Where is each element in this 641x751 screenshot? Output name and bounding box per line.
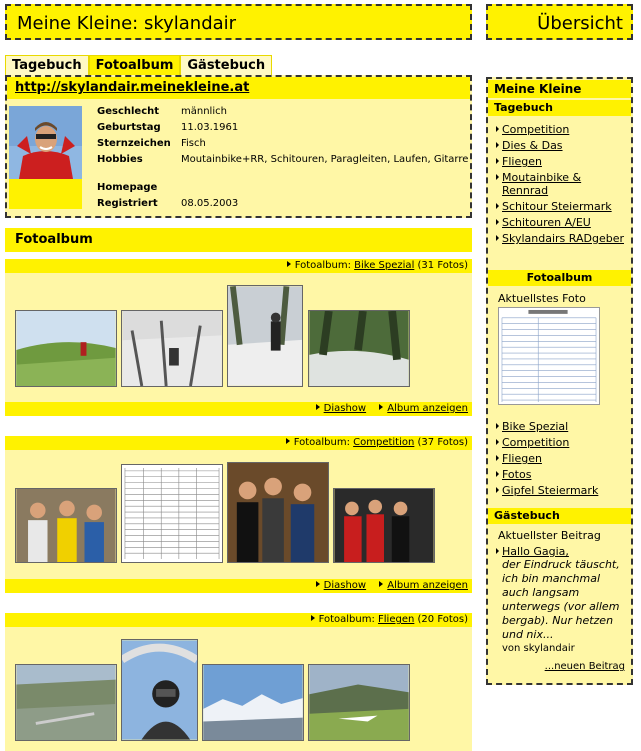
tab-fotoalbum[interactable]: Fotoalbum: [89, 55, 181, 75]
profile-value: 11.03.1961: [181, 122, 239, 133]
overview-title: Übersicht: [537, 13, 623, 34]
latest-photo-label: Aktuellstes Foto: [498, 292, 586, 305]
latest-photo-thumbnail[interactable]: [498, 307, 600, 405]
arrow-icon: [287, 261, 291, 267]
profile-url-bar: [7, 77, 470, 99]
album-fliegen: [5, 613, 472, 751]
sidebar-item-fotos[interactable]: [496, 468, 626, 481]
arrow-icon: [316, 404, 320, 410]
sidebar-item-fliegen[interactable]: [496, 452, 626, 465]
album-thumbnail[interactable]: [308, 310, 410, 387]
album-thumbnail[interactable]: [333, 488, 435, 563]
fotoalbum-section-header: [5, 228, 472, 252]
arrow-icon: [379, 404, 383, 410]
album-bike-spezial: [5, 259, 472, 416]
album-prefix: Fotoalbum:: [293, 437, 350, 448]
album-thumbnail[interactable]: [308, 664, 410, 741]
sidebar-link[interactable]: Moutainbike & Rennrad: [502, 171, 582, 197]
album-thumbnail[interactable]: [15, 664, 117, 741]
sidebar: [486, 77, 633, 685]
sidebar-item-competition[interactable]: [496, 436, 626, 449]
sidebar-item-radgeber[interactable]: [496, 232, 626, 245]
profile-label: Sternzeichen: [97, 138, 171, 149]
sidebar-link[interactable]: Gipfel Steiermark: [502, 484, 599, 497]
album-thumbnail[interactable]: [121, 639, 198, 741]
guestbook-entry-link[interactable]: Hallo Gagia,: [502, 545, 569, 558]
sidebar-link[interactable]: Fliegen: [502, 452, 542, 465]
arrow-icon: [286, 438, 290, 444]
arrow-icon: [311, 615, 315, 621]
sidebar-link[interactable]: Bike Spezial: [502, 420, 569, 433]
latest-entry-label: Aktuellster Beitrag: [498, 529, 601, 542]
profile-value: 08.05.2003: [181, 198, 239, 209]
sidebar-link[interactable]: Skylandairs RADgeber: [502, 232, 624, 245]
site-header: [5, 4, 472, 40]
tab-bar: [5, 55, 272, 75]
profile-label: Geburtstag: [97, 122, 161, 133]
album-competition: [5, 436, 472, 593]
profile-label: Registriert: [97, 198, 158, 209]
album-footer: [5, 402, 472, 416]
profile-url-link[interactable]: http://skylandair.meinekleine.at: [15, 80, 250, 95]
sidebar-item-schitour-steiermark[interactable]: [496, 200, 626, 213]
sidebar-item-schitouren[interactable]: [496, 216, 626, 229]
album-thumbnail[interactable]: [202, 664, 304, 741]
sidebar-tagebuch-list: [496, 123, 626, 248]
sidebar-gaestebuch-title: Gästebuch: [488, 508, 631, 524]
sidebar-fotoalbum-list: [496, 420, 626, 500]
sidebar-link[interactable]: Schitour Steiermark: [502, 200, 612, 213]
profile-value: männlich: [181, 106, 227, 117]
fotoalbum-section-title: Fotoalbum: [15, 232, 93, 247]
arrow-icon: [379, 581, 383, 587]
diashow-link[interactable]: Diashow: [323, 580, 367, 591]
album-count: (31 Fotos): [417, 260, 468, 271]
album-footer: [5, 579, 472, 593]
avatar: [9, 106, 82, 209]
album-anzeigen-link[interactable]: Album anzeigen: [387, 580, 468, 591]
album-name-link[interactable]: Fliegen: [378, 614, 415, 625]
profile-label: Geschlecht: [97, 106, 160, 117]
profile-label: Homepage: [97, 182, 158, 193]
profile-value: Moutainbike+RR, Schitouren, Paragleiten, Laufen, Gitarre: [181, 154, 469, 165]
album-count: (37 Fotos): [417, 437, 468, 448]
avatar-photo: [9, 106, 82, 179]
sidebar-item-moutainbike[interactable]: [496, 171, 626, 197]
arrow-icon: [316, 581, 320, 587]
guestbook-entry-item[interactable]: [496, 545, 626, 558]
tab-tagebuch[interactable]: Tagebuch: [5, 55, 89, 75]
album-header: [5, 259, 472, 273]
album-prefix: Fotoalbum:: [294, 260, 351, 271]
album-thumbnail[interactable]: [15, 488, 117, 563]
album-header: [5, 436, 472, 450]
site-title: Meine Kleine: skylandair: [17, 13, 237, 34]
guestbook-entry-author: von skylandair: [502, 643, 575, 654]
overview-header: [486, 4, 633, 40]
diashow-link[interactable]: Diashow: [323, 403, 367, 414]
sidebar-link[interactable]: Competition: [502, 123, 570, 136]
sidebar-title: Meine Kleine: [488, 80, 631, 98]
album-thumbnail[interactable]: [227, 462, 329, 563]
tab-gaestebuch[interactable]: Gästebuch: [180, 55, 272, 75]
profile-label: Hobbies: [97, 154, 143, 165]
sidebar-link[interactable]: Competition: [502, 436, 570, 449]
sidebar-item-gipfel-steiermark[interactable]: [496, 484, 626, 497]
album-thumbnail[interactable]: [121, 464, 223, 563]
album-thumbnail[interactable]: [121, 310, 223, 387]
profile-box: [5, 75, 472, 218]
album-thumbnail[interactable]: [227, 285, 303, 387]
sidebar-fotoalbum-title: Fotoalbum: [488, 270, 631, 286]
sidebar-link[interactable]: Schitouren A/EU: [502, 216, 591, 229]
sidebar-link[interactable]: Fotos: [502, 468, 532, 481]
album-prefix: Fotoalbum:: [318, 614, 375, 625]
sidebar-tagebuch-title: Tagebuch: [488, 100, 631, 116]
sidebar-item-fliegen[interactable]: [496, 155, 626, 168]
album-thumbnail[interactable]: [15, 310, 117, 387]
sidebar-item-dies-das[interactable]: [496, 139, 626, 152]
album-name-link[interactable]: Competition: [353, 437, 415, 448]
album-anzeigen-link[interactable]: Album anzeigen: [387, 403, 468, 414]
new-entry-link[interactable]: ...neuen Beitrag: [544, 661, 625, 672]
sidebar-link[interactable]: Dies & Das: [502, 139, 563, 152]
guestbook-entry-text: der Eindruck täuscht, ich bin manchmal auch langsam unterwegs (vor allem bergab). Nur hetzen und nix...: [502, 558, 620, 641]
album-count: (20 Fotos): [417, 614, 468, 625]
album-name-link[interactable]: Bike Spezial: [354, 260, 415, 271]
sidebar-link[interactable]: Fliegen: [502, 155, 542, 168]
sidebar-item-bike-spezial[interactable]: [496, 420, 626, 433]
sidebar-item-competition[interactable]: [496, 123, 626, 136]
guestbook-entry: [496, 545, 626, 656]
profile-value: Fisch: [181, 138, 206, 149]
album-header: [5, 613, 472, 627]
